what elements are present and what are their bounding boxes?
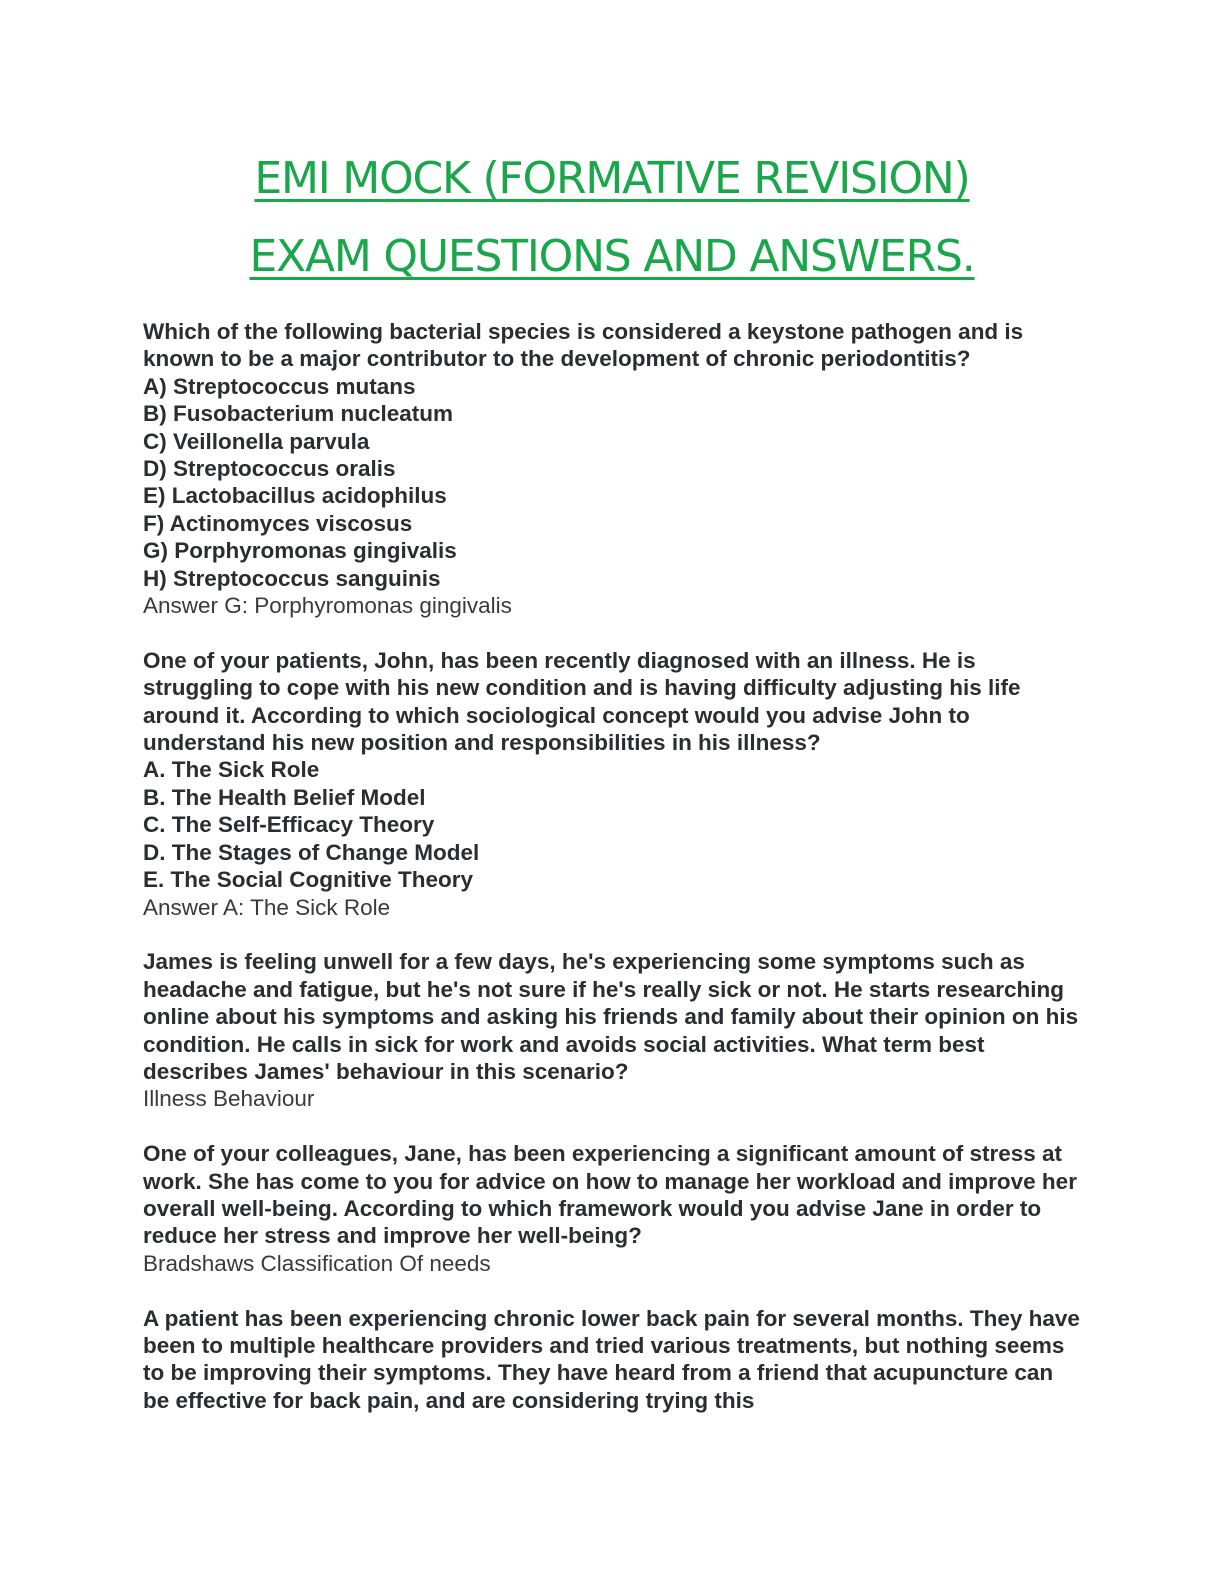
question-block-3 <box>143 948 1083 1112</box>
option-item: E. The Social Cognitive Theory <box>143 867 474 893</box>
option-item: B) Fusobacterium nucleatum <box>143 401 454 427</box>
question-block-5 <box>143 1305 1083 1415</box>
option-item: A. The Sick Role <box>143 757 320 783</box>
option-item: D) Streptococcus oralis <box>143 456 396 482</box>
question-block-2 <box>143 647 1083 921</box>
questions-list <box>143 318 1083 1442</box>
question-text: One of your colleagues, Jane, has been experiencing a significant amount of stress at work. She has come to you for advice on how to manage her workload and improve her overall well-being. According to which framework would you advise Jane in order to reduce her stress and improve her well-being? <box>143 1141 1077 1249</box>
option-item: F) Actinomyces viscosus <box>143 510 413 536</box>
answer-text: Answer G: Porphyromonas gingivalis <box>143 593 512 619</box>
option-item: C) Veillonella parvula <box>143 428 370 454</box>
question-text: One of your patients, John, has been recently diagnosed with an illness. He is struggling to cope with his new condition and is having difficulty adjusting his life around it. According to which sociological concept would you advise John to understand his new position and responsibilities in his illness? <box>143 647 1021 756</box>
question-block-1 <box>143 318 1083 619</box>
option-item: B. The Health Belief Model <box>143 784 426 810</box>
option-item: E) Lactobacillus acidophilus <box>143 483 447 509</box>
answer-text: Answer A: The Sick Role <box>143 894 391 920</box>
question-text: A patient has been experiencing chronic lower back pain for several months. They have been to multiple healthcare providers and tried various treatments, but nothing seems to be improving their symptoms. They have heard from a friend that acupuncture can be effective for back pain, and are considering trying this <box>143 1305 1080 1413</box>
answer-text: Bradshaws Classification Of needs <box>143 1250 491 1276</box>
option-item: G) Porphyromonas gingivalis <box>143 538 457 564</box>
option-item: A) Streptococcus mutans <box>143 373 416 399</box>
document-title <box>0 140 1224 296</box>
question-text: Which of the following bacterial species is considered a keystone pathogen and is known to be a major contributor to the development of chronic periodontitis? <box>143 319 1024 372</box>
question-text: James is feeling unwell for a few days, he's experiencing some symptoms such as headache and fatigue, but he's not sure if he's really sick or not. He starts researching online about his symptoms and asking his friends and family about their opinion on his condition. He calls in sick for work and avoids social activities. What term best describes James' behaviour in this scenario? <box>143 949 1079 1084</box>
answer-text: Illness Behaviour <box>143 1086 315 1112</box>
question-block-4 <box>143 1140 1083 1277</box>
title-line-2: EXAM QUESTIONS AND ANSWERS. <box>249 231 975 282</box>
option-item: H) Streptococcus sanguinis <box>143 565 441 591</box>
title-line-1: EMI MOCK (FORMATIVE REVISION) <box>254 153 970 204</box>
option-item: D. The Stages of Change Model <box>143 839 480 865</box>
option-item: C. The Self-Efficacy Theory <box>143 812 435 838</box>
